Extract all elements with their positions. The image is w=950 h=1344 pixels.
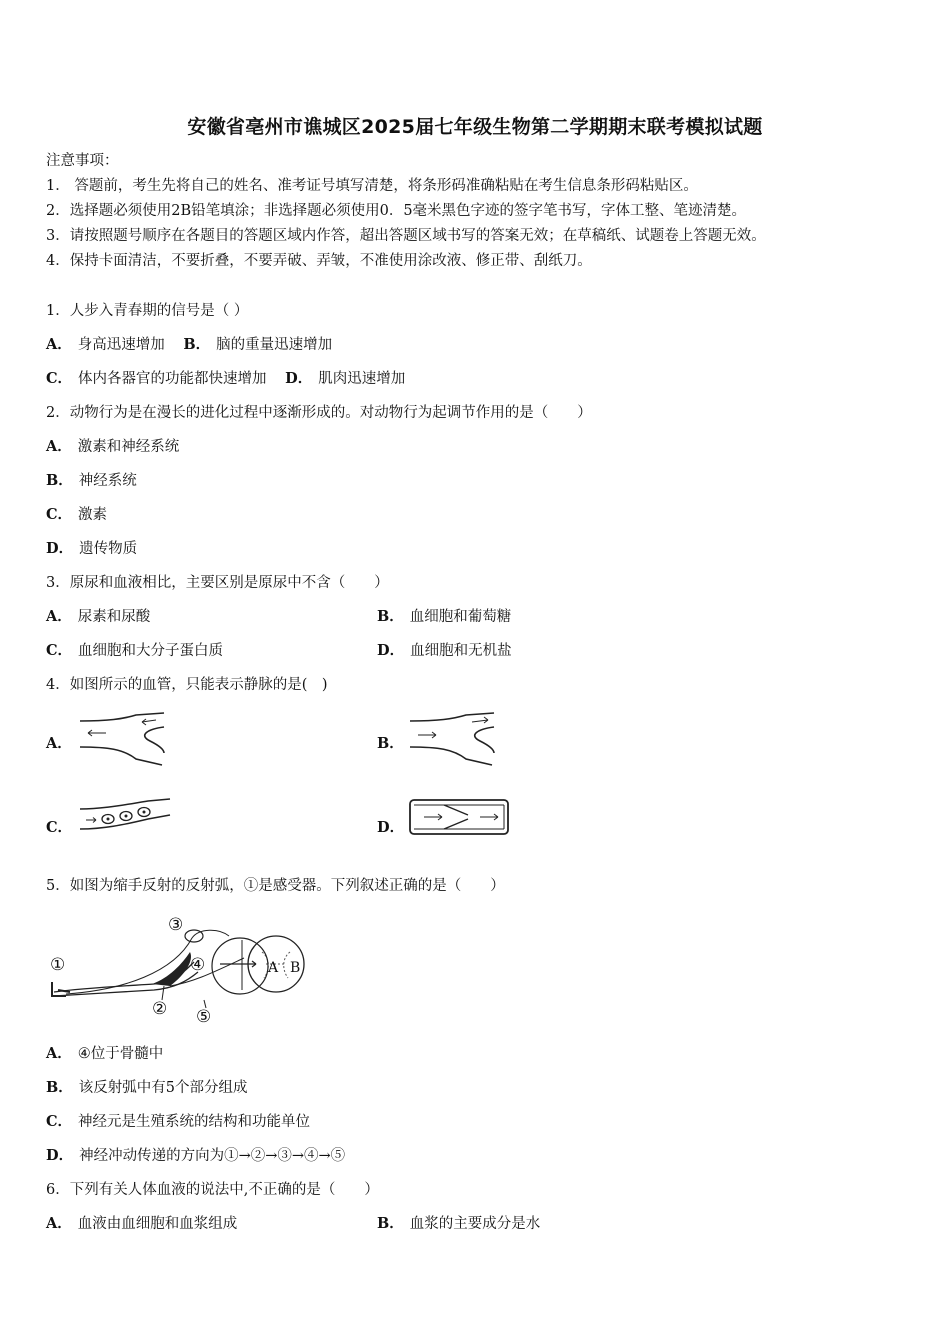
q6-option-a-row bbox=[46, 1214, 237, 1234]
option-label: D． bbox=[377, 642, 405, 659]
option-label: A． bbox=[46, 735, 72, 752]
q2-stem: 2．动物行为是在漫长的进化过程中逐渐形成的。对动物行为起调节作用的是（ ） bbox=[46, 405, 592, 421]
q5-option-b: 该反射弧中有5个部分组成 bbox=[78, 1080, 248, 1096]
q2-option-d-row bbox=[46, 539, 137, 559]
q5-option-a-row bbox=[46, 1044, 163, 1064]
option-label: C． bbox=[46, 819, 73, 836]
vessel-figure-b bbox=[408, 711, 500, 767]
vessel-figure-c bbox=[78, 795, 174, 837]
label-a: A bbox=[268, 960, 279, 976]
q1-option-d: 肌肉迅速增加 bbox=[318, 371, 406, 387]
notice-heading: 注意事项： bbox=[46, 153, 119, 169]
q2-option-a: 激素和神经系统 bbox=[77, 439, 180, 455]
option-label: A． bbox=[46, 1215, 72, 1232]
q4-stem: 4．如图所示的血管，只能表示静脉的是( ) bbox=[46, 677, 328, 693]
option-label: B． bbox=[46, 1079, 73, 1096]
q1-option-c: 体内各器官的功能都快速增加 bbox=[78, 371, 267, 387]
option-label: D． bbox=[377, 819, 405, 836]
q3-option-b: 血细胞和葡萄糖 bbox=[409, 609, 512, 625]
option-label: B． bbox=[183, 336, 211, 353]
label-n4: ④ bbox=[190, 955, 206, 975]
option-label: C． bbox=[46, 642, 73, 659]
q1-option-b: 脑的重量迅速增加 bbox=[216, 337, 333, 353]
q3-option-b-row bbox=[377, 607, 511, 627]
q2-option-d: 遗传物质 bbox=[79, 541, 138, 557]
q5-stem: 5．如图为缩手反射的反射弧，①是感受器。下列叙述正确的是（ ） bbox=[46, 878, 505, 894]
vessel-figure-d bbox=[408, 797, 514, 839]
q5-option-b-row bbox=[46, 1078, 248, 1098]
notice-item: 3．请按照题号顺序在各题目的答题区域内作答，超出答题区域书写的答案无效；在草稿纸、试题卷上答题无效。 bbox=[46, 228, 766, 244]
q1-options-ab bbox=[46, 335, 332, 355]
q5-option-a: ④位于骨髓中 bbox=[77, 1046, 164, 1062]
option-label: C． bbox=[46, 1113, 73, 1130]
label-n1: ① bbox=[50, 955, 66, 975]
q3-stem: 3．原尿和血液相比，主要区别是原尿中不含（ ） bbox=[46, 575, 389, 591]
reflex-arc-figure bbox=[44, 912, 314, 1028]
option-label: A． bbox=[46, 336, 72, 353]
vessel-figure-a bbox=[78, 711, 170, 767]
label-n2: ② bbox=[152, 999, 168, 1019]
q3-option-a-row bbox=[46, 607, 150, 627]
notice-item: 2．选择题必须使用2B铅笔填涂；非选择题必须使用0．5毫米黑色字迹的签字笔书写，字体工整、笔迹清楚。 bbox=[46, 203, 747, 219]
option-label: A． bbox=[46, 1045, 72, 1062]
q5-option-d: 神经冲动传递的方向为①→②→③→④→⑤ bbox=[79, 1148, 346, 1164]
q1-option-a: 身高迅速增加 bbox=[77, 337, 165, 353]
q4-option-b-row bbox=[377, 734, 410, 754]
q1-options-cd bbox=[46, 369, 405, 389]
q3-option-d: 血细胞和无机盐 bbox=[410, 643, 512, 659]
option-label: D． bbox=[285, 370, 313, 387]
label-b: B bbox=[290, 960, 301, 976]
q2-option-b: 神经系统 bbox=[78, 473, 137, 489]
q1-stem: 1．人步入青春期的信号是（ ） bbox=[46, 303, 249, 319]
q2-option-c-row bbox=[46, 505, 107, 525]
label-n5: ⑤ bbox=[196, 1007, 212, 1027]
notice-item: 4．保持卡面清洁，不要折叠，不要弄破、弄皱，不准使用涂改液、修正带、刮纸刀。 bbox=[46, 253, 592, 269]
option-label: B． bbox=[377, 1215, 404, 1232]
q4-option-a-row bbox=[46, 734, 78, 754]
option-label: B． bbox=[46, 472, 73, 489]
q6-option-a: 血液由血细胞和血浆组成 bbox=[77, 1216, 238, 1232]
q6-stem: 6．下列有关人体血液的说法中,不正确的是（ ） bbox=[46, 1182, 379, 1198]
q2-option-a-row bbox=[46, 437, 179, 457]
q4-option-d-row bbox=[377, 818, 410, 838]
q3-option-d-row bbox=[377, 641, 512, 661]
option-label: A． bbox=[46, 608, 72, 625]
q2-option-b-row bbox=[46, 471, 137, 491]
q6-option-b: 血浆的主要成分是水 bbox=[409, 1216, 541, 1232]
option-label: B． bbox=[377, 608, 404, 625]
option-label: B． bbox=[377, 735, 404, 752]
q3-option-a: 尿素和尿酸 bbox=[77, 609, 151, 625]
q5-option-c: 神经元是生殖系统的结构和功能单位 bbox=[78, 1114, 311, 1130]
option-label: D． bbox=[46, 1147, 74, 1164]
q3-option-c: 血细胞和大分子蛋白质 bbox=[78, 643, 224, 659]
option-label: C． bbox=[46, 506, 73, 523]
q4-option-c-row bbox=[46, 818, 78, 838]
q6-option-b-row bbox=[377, 1214, 540, 1234]
option-label: A． bbox=[46, 438, 72, 455]
page-title: 安徽省亳州市谯城区2025届七年级生物第二学期期末联考模拟试题 bbox=[187, 116, 763, 138]
notice-item: 1． 答题前，考生先将自己的姓名、准考证号填写清楚，将条形码准确粘贴在考生信息条形码粘贴区。 bbox=[46, 178, 698, 194]
q2-option-c: 激素 bbox=[78, 507, 108, 523]
q5-option-c-row bbox=[46, 1112, 310, 1132]
label-n3: ③ bbox=[168, 915, 184, 935]
q5-option-d-row bbox=[46, 1146, 345, 1166]
q3-option-c-row bbox=[46, 641, 223, 661]
option-label: D． bbox=[46, 540, 74, 557]
option-label: C． bbox=[46, 370, 73, 387]
